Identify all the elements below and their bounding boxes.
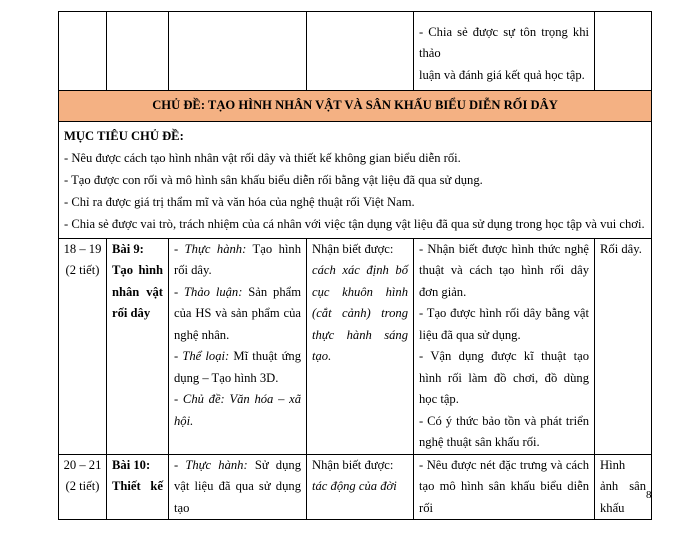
lesson-name: Bài 9: [112, 241, 144, 256]
goals-row [59, 122, 652, 239]
cell-empty [169, 12, 307, 91]
activity-item [174, 346, 301, 389]
page-number: 8 [646, 489, 652, 501]
lesson-title-line: nhân vật [112, 284, 163, 299]
period-count: (2 tiết) [65, 479, 100, 494]
activity-label: - Thảo luận: [174, 284, 243, 299]
table-row-continued [59, 12, 652, 91]
activity-item [174, 455, 301, 520]
goal-item: - Tạo được con rối và mô hình sân khấu biểu diễn rối bằng vật liệu đã qua sử dụng. [64, 172, 483, 187]
outcome-item: - Nhận biết được hình thức nghệ thuật và cách tạo hình rối dây đơn giản. [419, 241, 589, 299]
goals-heading: MỤC TIÊU CHỦ ĐỀ: [64, 129, 184, 143]
materials-text: Rối dây. [600, 241, 642, 256]
activity-label: - Thực hành: [174, 241, 247, 256]
cell-outcomes [414, 238, 595, 454]
materials-text: Hình ảnh sân khấu [600, 457, 646, 515]
lesson-title-line: Thiết kế [112, 479, 163, 494]
outcome-item: - Có ý thức bảo tồn và phát triển nghệ thuật sân khấu rối. [419, 413, 589, 450]
outcome-line: luận và đánh giá kết quả học tập. [419, 67, 585, 82]
curriculum-table [58, 11, 652, 520]
lesson-title-line: rối dây [112, 306, 151, 321]
cell-empty [59, 12, 107, 91]
cell-lesson [107, 238, 169, 454]
goal-item: - Nêu được cách tạo hình nhân vật rối dây và thiết kế không gian biểu diễn rối. [64, 150, 461, 165]
cell-knowledge [307, 454, 414, 520]
activity-label: - Thể loại: [174, 349, 230, 364]
outcome-item: - Vận dụng được kĩ thuật tạo hình rối làm đồ chơi, đồ dùng học tập. [419, 349, 589, 407]
outcome-item: - Tạo được hình rối dây bằng vật liệu đã qua sử dụng. [419, 306, 589, 342]
cell-empty [107, 12, 169, 91]
lesson-title-line: Tạo hình [112, 263, 163, 278]
cell-empty [595, 12, 652, 91]
cell-materials [595, 238, 652, 454]
knowledge-text: tác động của đời [312, 479, 397, 494]
cell-outcomes [414, 12, 595, 91]
knowledge-intro: Nhận biết được: [312, 241, 394, 256]
cell-period [59, 454, 107, 520]
activity-label: - Chủ đề: Văn hóa – xã hội. [174, 392, 301, 428]
activity-item [174, 389, 301, 432]
period-range: 18 – 19 [63, 241, 102, 256]
activity-text: Sử dụng vật liệu đã qua sử dụng tạo [174, 457, 301, 515]
cell-period [59, 238, 107, 454]
goal-item: - Chia sẻ được vai trò, trách nhiệm của cá nhân với việc tận dụng vật liệu đã qua sử dụng trong học tập và vui chơi. [64, 216, 645, 231]
activity-text: Mĩ thuật ứng dụng – Tạo hình 3D. [174, 349, 301, 385]
cell-materials [595, 454, 652, 520]
goals-cell [59, 122, 652, 239]
activity-item [174, 239, 301, 282]
lesson-name: Bài 10: [112, 457, 151, 472]
period-range: 20 – 21 [63, 457, 102, 472]
knowledge-text: cách xác định bố cục khuôn hình (cắt cảnh) trong thực hành sáng tạo. [312, 263, 408, 364]
activity-text: Sản phẩm của HS và sản phẩm của nghệ nhân. [174, 284, 302, 342]
topic-header-row [59, 91, 652, 122]
goal-item: - Chỉ ra được giá trị thẩm mĩ và văn hóa của nghệ thuật rối Việt Nam. [64, 194, 415, 209]
knowledge-intro: Nhận biết được: [312, 457, 394, 472]
cell-empty [307, 12, 414, 91]
outcome-line: - Chia sẻ được sự tôn trọng khi thảo [419, 24, 589, 60]
activity-item [174, 282, 301, 347]
activity-text: Tạo hình rối dây. [174, 241, 301, 278]
cell-outcomes [414, 454, 595, 520]
table-row-lesson-9 [59, 238, 652, 454]
period-count: (2 tiết) [65, 263, 100, 278]
cell-activities [169, 238, 307, 454]
cell-knowledge [307, 238, 414, 454]
outcome-item: - Nêu được nét đặc trưng và cách tạo mô hình sân khấu biểu diễn rối [419, 457, 589, 515]
cell-activities [169, 454, 307, 520]
topic-header: CHỦ ĐỀ: TẠO HÌNH NHÂN VẬT VÀ SÂN KHẤU BIỂU DIỄN RỐI DÂY [59, 91, 652, 122]
table-row-lesson-10 [59, 454, 652, 520]
cell-lesson [107, 454, 169, 520]
activity-label: - Thực hành: [174, 457, 248, 472]
